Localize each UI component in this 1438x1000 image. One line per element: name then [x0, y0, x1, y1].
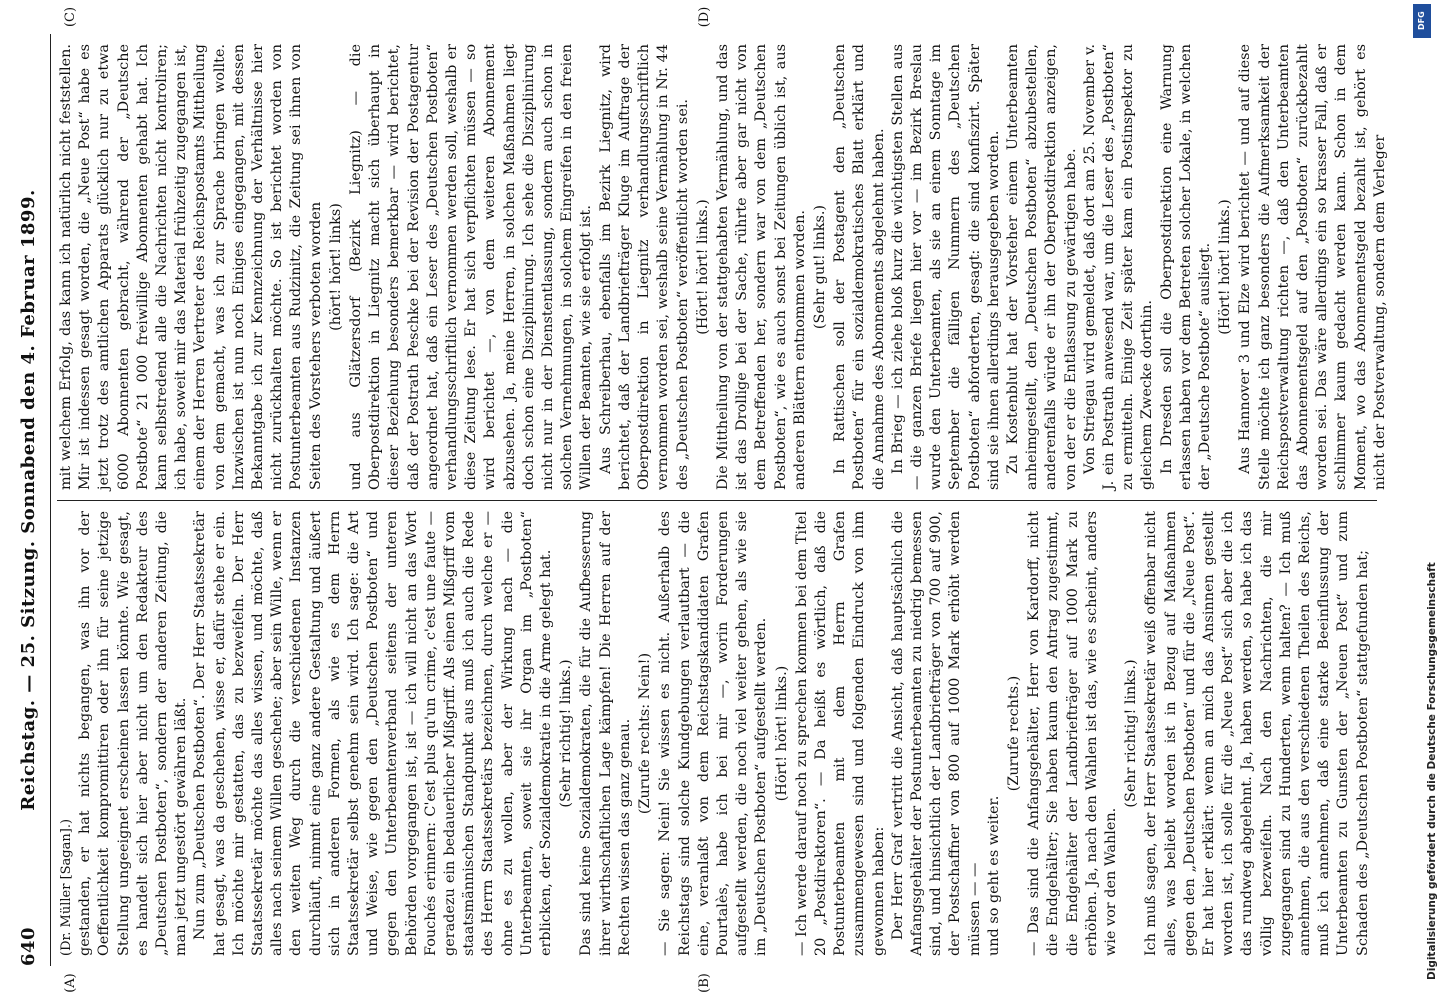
paragraph: mit welchem Erfolg, das kann ich natürlich nicht feststellen. Mir ist indessen gesagt worden, die „Neue Post“ habe es jetzt trotz des amtlichen Apparats glücklich nur zu etwa 6000 Abonnenten gebracht, während der „Deutsche Postbote“ 21 000 freiwillige Abonnenten gehabt hat. Ich kann selbstredend alle die Nachrichten nicht kontroliren; ich habe, soweit mir das Material frühzeitig zugegangen ist, einem der Herren Vertreter des Reichspostamts Mittheilung von dem gemacht, was ich zur Sprache bringen wollte. Inzwischen ist nun noch Einiges eingegangen, mit dessen Bekanntgabe ich zur Kennzeichnung der Verhältnisse hier nicht zurückhalten möchte. So ist berichtet worden von Postunterbeamten aus Rudzinitz, die Zeitung sei ihnen von Seiten des Vorstehers verboten worden: [58, 44, 324, 490]
right-column: [57, 34, 1388, 500]
interjection: (Hört! hört! links.): [694, 199, 711, 335]
digitization-credit: Digitalisierung gefördert durch die Deutsche Forschungsgemeinschaft: [1426, 562, 1438, 980]
text-columns: [57, 6, 1388, 993]
paragraph: Ich muß sagen, der Herr Staatssekretär weiß offenbar nicht alles, was beliebt worden ist in Bezug auf Maßnahmen gegen den „Deutschen Postboten“ und für die „Neue Post“. Er hat hier erklärt: wenn an mich das Ansinnen gestellt worden ist, ich solle für die „Neue Post“ sich aber die ich das rundweg abgelehnt. Ja, haben werden, so habe ich das völlig bezweifeln. Nach den Nachrichten, die mir zugegangen sind zu Hunderten, wenn halten? — Ich muß annehmen, die aus den verschiedenen Theilen des Reichs, muß ich annehmen, daß eine starke Beeinflussung der Unterbeamten zu Gunsten der „Neuen Post“ und zum Schaden des „Deutschen Postboten“ stattgefunden hat;: [1143, 511, 1371, 956]
interjection: (Sehr richtig! links.): [558, 659, 575, 808]
interjection: (hört! hört! links): [327, 203, 344, 331]
interjection: (Sehr richtig! links.): [1123, 659, 1140, 808]
paragraph: gestanden, er hat nichts begangen, was ihn vor der Oeffentlichkeit kompromittiren oder ihn für seine jetzige Stellung ungeeignet erscheinen lassen könnte. Wie gesagt, es handelt sich hier aber nicht um den Redakteur des „Deutschen Postboten“, sondern der anderen Zeitung, die man jetzt ungestört gewähren läßt.: [77, 511, 190, 956]
paragraph: Der Herr Graf vertritt die Ansicht, daß hauptsächlich die Anfangsgehälter der Postunterbeamten zu niedrig bemessen sind, und hinsichtlich der Landbriefträger von 700 auf 900, der Postschaffner von 800 auf 1000 Mark erhöht werden müssen — —: [889, 511, 983, 956]
paragraph: Das sind keine Sozialdemokraten, die für die Aufbesserung ihrer wirthschaftlichen Lage kämpfen! Die Herren auf der Rechten wissen das ganz genau.: [578, 511, 633, 956]
page-number: 640: [18, 926, 39, 966]
speaker-label: (Dr. Müller [Sagan].): [59, 818, 74, 956]
paragraph: und aus Glätzersdorf (Bezirk Liegnitz) — die Oberpostdirektion in Liegnitz macht sich überhaupt in dieser Beziehung besonders bemerkbar — wird berichtet, daß der Postrath Peschke bei der Revision der Postagentur angeordnet hat, daß ein Leser des „Deutschen Postboten“ verhandlungsschriftlich vernommen werden soll, weshalb er diese Zeitung lese. Er hat sich verpflichten müssen — so wird berichtet —, von dem weiteren Abonnement abzusehen. Ja, meine Herren, in solchen Maßnahmen liegt doch schon eine Disziplinirung. Ich sehe die Disziplinirung nicht nur in der Dienstentlassung, sondern auch schon in solchen Vernehmungen, in solchem Eingreifen in den freien Willen der Beamten, wie sie erfolgt ist.: [348, 44, 595, 490]
paragraph: Aus Schreiberhau, ebenfalls im Bezirk Liegnitz, wird berichtet, daß der Landbriefträger Kluge im Auftrage der Oberpostdirektion in Liegnitz verhandlungsschriftlich vernommen worden sei, weshalb seine Vermählung in Nr. 44 des „Deutschen Postboten“ veröffentlicht worden sei.: [597, 44, 691, 490]
paragraph: — Das sind die Anfangsgehälter, Herr von Kardorff, nicht die Endgehälter; Sie haben kaum den Antrag zugestimmt, die Endgehälter der Landbriefträger auf 1000 Mark zu erhöhen. Ja, nach den Wahlen ist das, wie es scheint, anders wie vor den Wahlen.: [1026, 511, 1119, 956]
paragraph: und so geht es weiter.: [985, 795, 1002, 956]
paragraph: Die Mittheilung von der stattgehabten Vermählung, und das ist das Drollige bei der Sache, rührte aber gar nicht von dem Betreffenden her, sondern war von dem „Deutschen Postboten“, wie es auch sonst bei Zeitungen üblich ist, aus anderen Blättern entnommen worden.: [714, 44, 808, 490]
interjection: (Zurufe rechts.): [1005, 675, 1022, 792]
paragraph: In Dresden soll die Oberpostdirektion eine Warnung erlassen haben vor dem Betreten solcher Lokale, in welchen der „Deutsche Postbote“ ausliegt.: [1158, 44, 1213, 490]
margin-marker-c: (C): [63, 6, 78, 28]
paragraph: Aus Hannover 3 und Elze wird berichtet — und auf diese Stelle möchte ich ganz besonders die Aufmerksamkeit der Reichspostverwaltung richten —, daß den Unterbeamten das Abonnementsgeld auf den „Postboten“ zurückbezahlt worden sei. Das wäre allerdings ein so krasser Fall, daß er schlimmer kaum gedacht werden kann. Schon in dem Moment, wo das Abonnementsgeld bezahlt ist, gehört es nicht der Postverwaltung, sondern dem Verleger: [1237, 44, 1388, 490]
paragraph: Nun zum „Deutschen Postboten“. Der Herr Staatssekretär hat gesagt, was da geschehen, wisse er, dafür stehe er ein. Ich möchte mir gestatten, das zu bezweifeln. Der Herr Staatssekretär möchte das alles wissen, und möchte, daß alles nach seinem Willen geschehe; aber sein Wille, wenn er den weiten Weg durch die verschiedenen Instanzen durchläuft, nimmt eine ganz andere Gestaltung und äußert sich in anderen Formen, als wie es dem Herrn Staatssekretär selbst genehm sein wird. Ich sage: die Art und Weise, wie gegen den „Deutschen Postboten“ und gegen den Unterbeamtenverband seitens der unteren Behörden vorgegangen ist, ist — ich will nicht an das Wort Fouchés erinnern: C'est plus qu'un crime, c'est une faute — geradezu ein bedauerlicher Mißgriff. Als einen Mißgriff vom staatsmännischen Standpunkt aus muß ich auch die Rede des Herrn Staatssekretärs bezeichnen, durch welche er — ohne es zu wollen, aber der Wirkung nach — die Unterbeamten, soweit sie ihr Organ im „Postboten“ erblicken, der Sozialdemokratie in die Arme gelegt hat.: [192, 511, 555, 956]
margin-marker-d: (D): [697, 6, 712, 28]
interjection: (Hört! hört! links.): [1217, 199, 1234, 335]
interjection: (Sehr gut! links.): [811, 204, 828, 330]
paragraph: In Rattischen soll der Postagent den „Deutschen Postboten“ für ein sozialdemokratisches Blatt erklärt und die Annahme des Abonnements abgelehnt haben.: [832, 44, 887, 490]
page-header: [18, 34, 51, 966]
margin-marker-a: (A): [63, 973, 78, 993]
interjection: (Zurufe rechts: Nein!): [637, 652, 654, 815]
paragraph: — Sie sagen: Nein! Sie wissen es nicht. Außerhalb des Reichstags sind solche Kundgebungen verlautbart — die eine, veranlaßt von dem Reichstagskandidaten Grafen Pourtalès, habe ich bei mir —, worin Forderungen aufgestellt werden, die noch viel weiter gehen, als wie sie im „Deutschen Postboten“ aufgestellt werden.: [657, 511, 770, 956]
page-title: Reichstag. — 25. Sitzung. Sonnabend den 4. Februar 1899.: [18, 189, 39, 811]
margin-marker-b: (B): [697, 973, 712, 993]
paragraph: Zu Kostenblut hat der Vorsteher einem Unterbeamten anheimgestellt, den „Deutschen Postboten“ abzubestellen, anderenfalls würde er ihn der Oberpostdirektion anzeigen, von der er die Entlassung zu gewärtigen habe.: [1004, 44, 1079, 490]
paragraph: — Ich werde darauf noch zu sprechen kommen bei dem Titel 20 „Postdirektoren“. — Da heißt es wörtlich, daß die Postunterbeamten mit dem Herrn Grafen zusammengewesen sind und folgenden Eindruck von ihm gewonnen haben:: [793, 511, 887, 956]
left-column: [57, 500, 1377, 966]
dfg-logo: DFG: [1413, 4, 1431, 38]
digitization-strip: [1412, 0, 1438, 1000]
interjection: (Hört! hört! links.): [773, 665, 790, 802]
paragraph: Von Striegau wird gemeldet, daß dort am 25. November v. J. ein Postrath anwesend war, um die Leser des „Postboten“ zu ermitteln. Einige Zeit später kam ein Postinspektor zu gleichem Zwecke dorthin.: [1081, 44, 1156, 490]
paragraph: In Brieg — ich ziehe bloß kurz die wichtigsten Stellen aus — die ganzen Briefe liegen hier vor — im Bezirk Breslau wurde den Unterbeamten, als sie an einem Sonntage im September die fälligen Nummern des „Deutschen Postboten“ abforderten, gesagt: die sind konfiszirt. Später sind sie ihnen allerdings herausgegeben worden.: [889, 44, 1002, 490]
